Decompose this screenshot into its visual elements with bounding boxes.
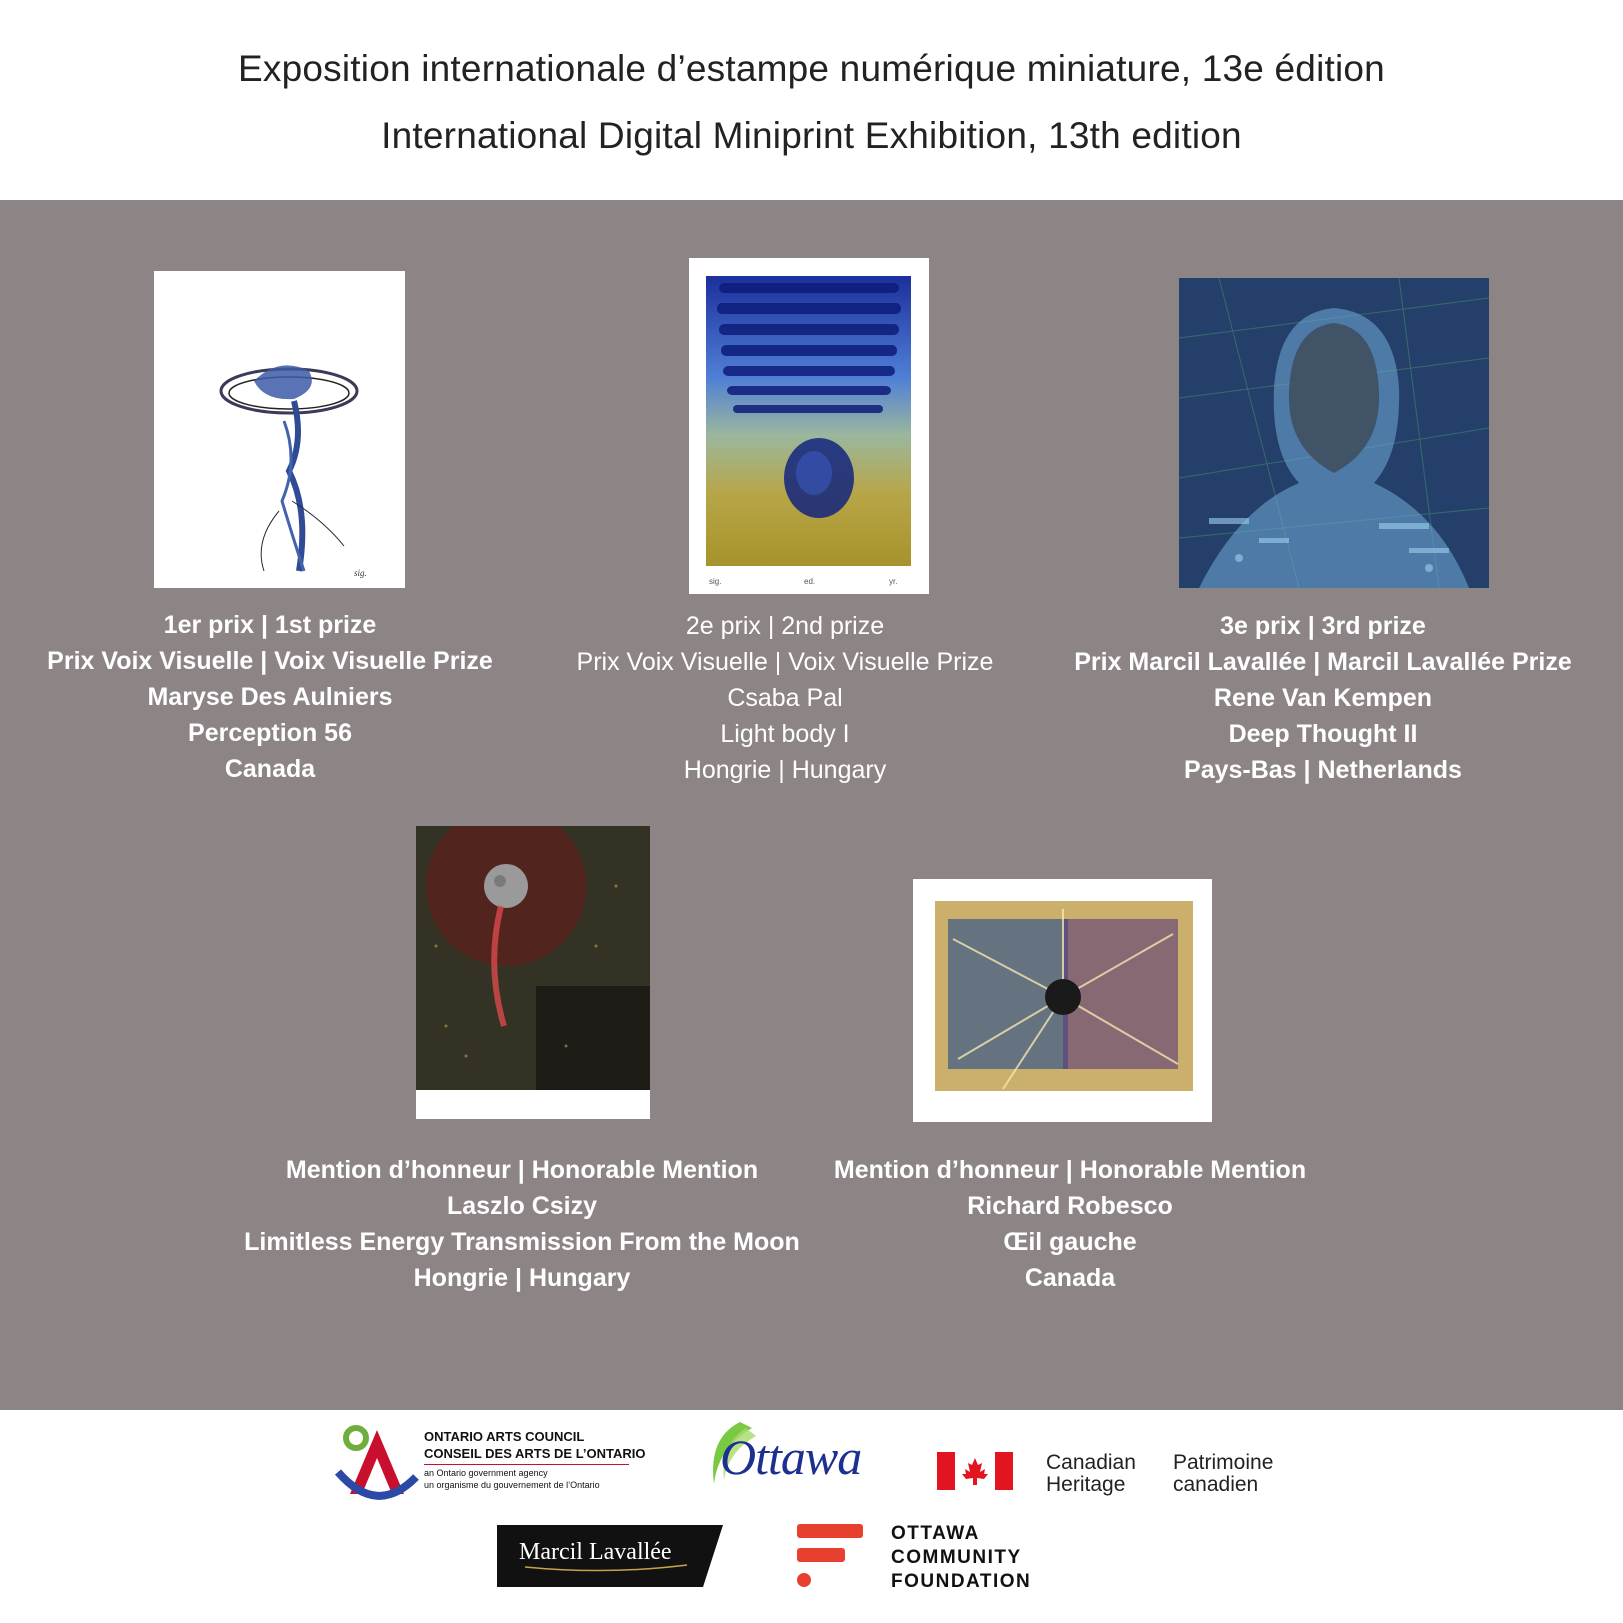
caption-first-prize [20, 607, 520, 787]
artwork-limitless-energy-image [416, 826, 650, 1119]
oac-name-en: ONTARIO ARTS COUNCIL [424, 1429, 585, 1444]
caption-third-prize [1053, 608, 1593, 788]
oac-name-fr: CONSEIL DES ARTS DE L’ONTARIO [424, 1446, 646, 1461]
oac-agency-fr: un organisme du gouvernement de l’Ontario [424, 1480, 600, 1490]
artist-name: Richard Robesco [967, 1192, 1173, 1220]
artwork-limitless-energy [416, 826, 650, 1119]
marcil-lavallee-text: Marcil Lavallée [519, 1539, 672, 1565]
oac-logo [332, 1422, 422, 1502]
header [0, 0, 1623, 200]
artwork-deep-thought-ii-image [1179, 278, 1489, 588]
caption-honorable-mention-2 [800, 1152, 1340, 1296]
svg-text:yr.: yr. [889, 577, 898, 586]
canadian-heritage-fr: Patrimoine canadien [1173, 1451, 1274, 1496]
artist-name: Rene Van Kempen [1213, 684, 1433, 712]
caption-honorable-mention-1 [222, 1152, 822, 1296]
oac-logo-icon [332, 1422, 422, 1502]
country: Hongrie | Hungary [683, 756, 887, 784]
prize-label: 3e prix | 3rd prize [1220, 612, 1426, 640]
artwork-oeil-gauche [913, 879, 1212, 1122]
ottawa-wordmark: Ottawa [720, 1429, 862, 1485]
country: Canada [224, 755, 316, 783]
artwork-title: Perception 56 [188, 719, 352, 747]
marcil-lavallee-logo [497, 1525, 723, 1587]
prize-label: Mention d’honneur | Honorable Mention [833, 1156, 1307, 1184]
country: Pays-Bas | Netherlands [1184, 756, 1462, 784]
prize-label: 1er prix | 1st prize [163, 611, 377, 639]
award-name: Prix Voix Visuelle | Voix Visuelle Prize [576, 648, 994, 676]
artist-name: Csaba Pal [727, 684, 843, 712]
oac-divider [424, 1464, 629, 1465]
artwork-title: Limitless Energy Transmission From the Moon [244, 1228, 800, 1256]
ocf-logo-icon [795, 1524, 865, 1590]
oac-text [424, 1428, 646, 1491]
prize-label: 2e prix | 2nd prize [685, 612, 885, 640]
award-name: Prix Marcil Lavallée | Marcil Lavallée Prize [1074, 648, 1572, 676]
artwork-title: Deep Thought II [1228, 720, 1418, 748]
awards-panel [0, 200, 1623, 1410]
artwork-light-body-i-image [689, 258, 929, 594]
artist-name: Laszlo Csizy [446, 1192, 598, 1220]
title-french: Exposition internationale d’estampe numérique miniature, 13e édition [238, 48, 1385, 89]
artwork-perception-56 [154, 271, 405, 588]
svg-text:sig.: sig. [354, 568, 367, 578]
svg-text:sig.: sig. [709, 577, 722, 586]
artwork-light-body-i [689, 258, 929, 594]
country: Hongrie | Hungary [413, 1264, 631, 1292]
ocf-text: OTTAWA COMMUNITY FOUNDATION [891, 1523, 1032, 1592]
artwork-deep-thought-ii [1179, 278, 1489, 588]
country: Canada [1024, 1264, 1116, 1292]
oac-agency-en: an Ontario government agency [424, 1468, 548, 1478]
artwork-title: Light body I [720, 720, 850, 748]
artwork-title: Œil gauche [1003, 1228, 1137, 1256]
svg-text:ed.: ed. [804, 577, 816, 586]
award-name: Prix Voix Visuelle | Voix Visuelle Prize [47, 647, 493, 675]
artwork-oeil-gauche-image [913, 879, 1212, 1122]
artwork-perception-56-image [154, 271, 405, 588]
sponsors-footer [0, 1410, 1623, 1623]
caption-second-prize [535, 608, 1035, 788]
artist-name: Maryse Des Aulniers [147, 683, 393, 711]
canadian-heritage-en: Canadian Heritage [1046, 1451, 1136, 1496]
title-english: International Digital Miniprint Exhibition, 13th edition [381, 115, 1242, 156]
prize-label: Mention d’honneur | Honorable Mention [285, 1156, 759, 1184]
canada-flag-icon [937, 1452, 1013, 1490]
